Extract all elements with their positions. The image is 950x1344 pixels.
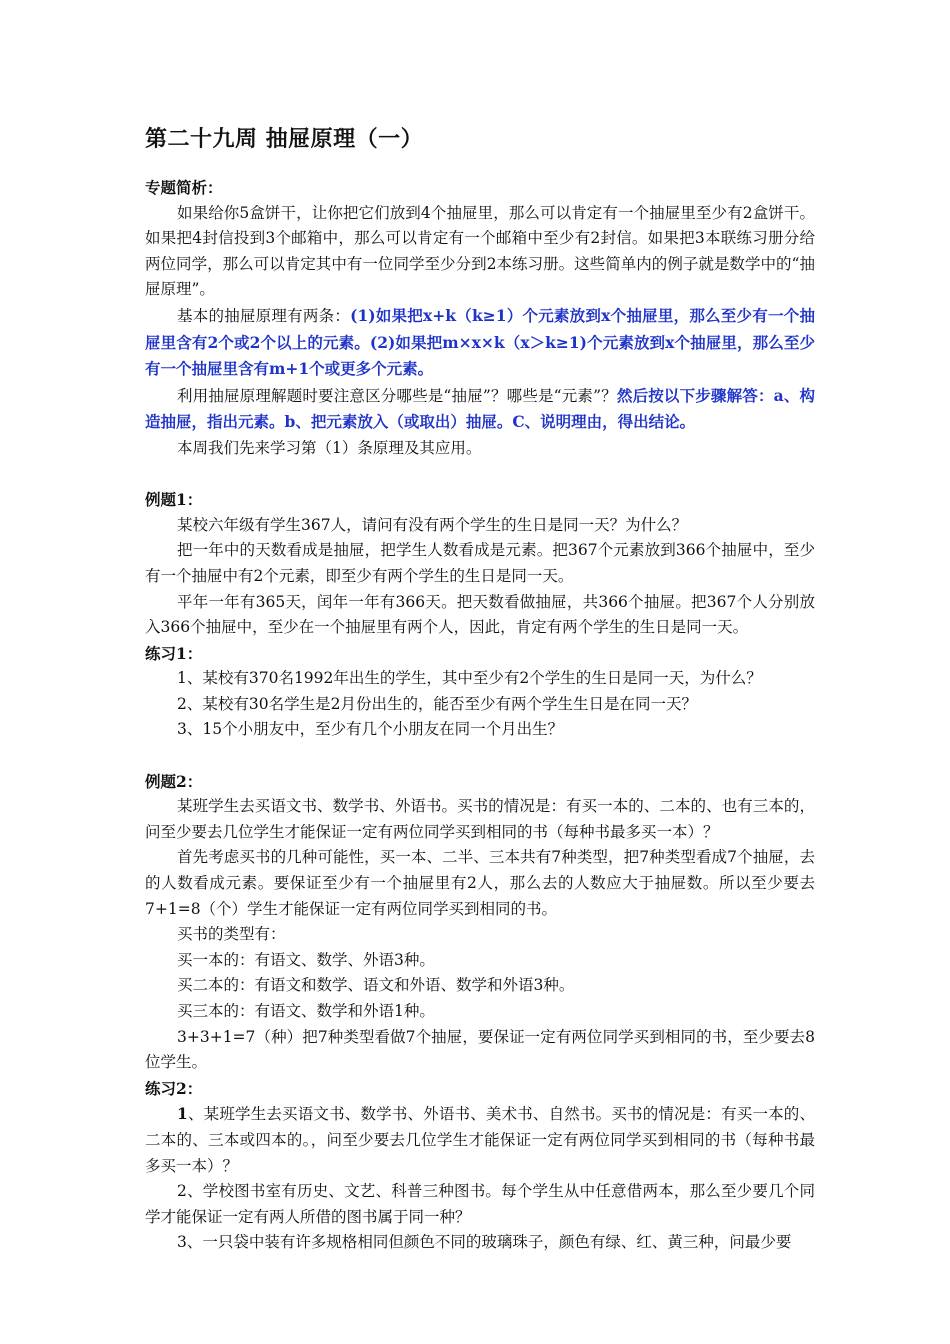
intro-paragraph-2-text: 基本的抽屉原理有两条： — [177, 306, 351, 325]
intro-steps-highlight: 然后按以下步骤解答：a、构造抽屉，指出元素。b、把元素放入（或取出）抽屉。C、说明理由，得出结论。 — [145, 385, 816, 432]
practice-1-item-3: 3、15个小朋友中，至少有几个小朋友在同一个月出生？ — [177, 720, 564, 739]
example-1-question: 某校六年级有学生367人，请问有没有两个学生的生日是同一天？为什么？ — [177, 515, 688, 534]
example-2-solution: 首先考虑买书的几种可能性，买一本、二半、三本共有7种类型，把7种类型看成7个抽屉，去的人数看成元素。要保证至少有一个抽屉里有2人，那么去的人数应大于抽屉数。所以至少要去7+1=8（个）学生才能保证一定有两位同学买到相同的书。 — [145, 848, 815, 918]
intro-principle-highlight: (1)如果把x+k（k≥1）个元素放到x个抽屉里，那么至少有一个抽屉里含有2个或2个以上的元素。(2)如果把m×x×k（x＞k≥1)个元素放到x个抽屉里，那么至少有一个抽屉里含有m+1个或更多个元素。 — [145, 305, 815, 379]
practice-2-item-1 — [145, 1101, 815, 1179]
spacer — [145, 462, 815, 488]
practice-1-item-2: 2、某校有30名学生是2月份出生的，能否至少有两个学生生日是在同一天？ — [177, 694, 697, 713]
intro-paragraph-1: 如果给你5盒饼干，让你把它们放到4个抽屉里，那么可以肯定有一个抽屉里至少有2盒饼干。如果把4封信投到3个邮箱中，那么可以肯定有一个邮箱中至少有2封信。如果把3本联练习册分给两位同学，那么可以肯定其中有一位同学至少分到2本练习册。这些简单内的例子就是数学中的“抽屉原理”。 — [145, 203, 815, 299]
intro-paragraph-2 — [145, 303, 815, 383]
example-2-type-three: 买三本的：有语文、数学和外语1种。 — [177, 1002, 435, 1020]
practice-2-item-2: 2、学校图书室有历史、文艺、科普三种图书。每个学生从中任意借两本，那么至少要几个同学才能保证一定有两人所借的图书属于同一种？ — [145, 1182, 815, 1226]
intro-paragraph-3 — [145, 383, 815, 436]
example-2-question: 某班学生去买语文书、数学书、外语书。买书的情况是：有买一本的、二本的、也有三本的，问至少要去几位学生才能保证一定有两位同学买到相同的书（每种书最多买一本）？ — [145, 797, 815, 841]
example-2-type-one: 买一本的：有语文、数学、外语3种。 — [177, 950, 435, 969]
example-2-types-heading: 买书的类型有： — [177, 925, 286, 944]
document-body — [145, 175, 815, 1256]
example-2-conclusion: 3+3+1=7（种）把7种类型看做7个抽屉，要保证一定有两位同学买到相同的书，至少要去8位学生。 — [145, 1027, 815, 1072]
intro-heading: 专题简析： — [145, 178, 223, 197]
practice-2-item-1-number: 1 — [177, 1104, 188, 1124]
intro-paragraph-4: 本周我们先来学习第（1）条原理及其应用。 — [177, 438, 482, 457]
example-2-type-two: 买二本的：有语文和数学、语文和外语、数学和外语3种。 — [177, 976, 575, 995]
example-1-heading: 例题1： — [145, 490, 203, 510]
practice-2-item-3: 3、一只袋中装有许多规格相同但颜色不同的玻璃珠子，颜色有绿、红、黄三种，问最少要 — [177, 1233, 792, 1252]
practice-2-item-1-text: 、某班学生去买语文书、数学书、外语书、美术书、自然书。买书的情况是：有买一本的、二本的、三本或四本的。，问至少要去几位学生才能保证一定有两位同学买到相同的书（每种书最多买一本）？ — [145, 1105, 815, 1175]
page-title: 第二十九周 抽屉原理（一） — [145, 126, 424, 152]
practice-1-item-1: 1、某校有370名1992年出生的学生，其中至少有2个学生的生日是同一天，为什么？ — [177, 669, 762, 688]
intro-paragraph-3-text: 利用抽屉原理解题时要注意区分哪些是“抽屉”？哪些是“元素”？ — [177, 386, 617, 405]
spacer — [145, 743, 815, 769]
example-1-solution-2: 平年一年有365天，闰年一年有366天。把天数看做抽屉，共366个抽屉。把367个人分别放入366个抽屉中，至少在一个抽屉里有两个人，因此，肯定有两个学生的生日是同一天。 — [145, 592, 815, 637]
practice-1-heading: 练习1： — [145, 643, 203, 663]
practice-2-heading: 练习2： — [145, 1078, 203, 1098]
example-1-solution-1: 把一年中的天数看成是抽屉，把学生人数看成是元素。把367个元素放到366个抽屉中，至少有一个抽屉中有2个元素，即至少有两个学生的生日是同一天。 — [145, 541, 815, 585]
example-2-heading: 例题2： — [145, 771, 203, 791]
